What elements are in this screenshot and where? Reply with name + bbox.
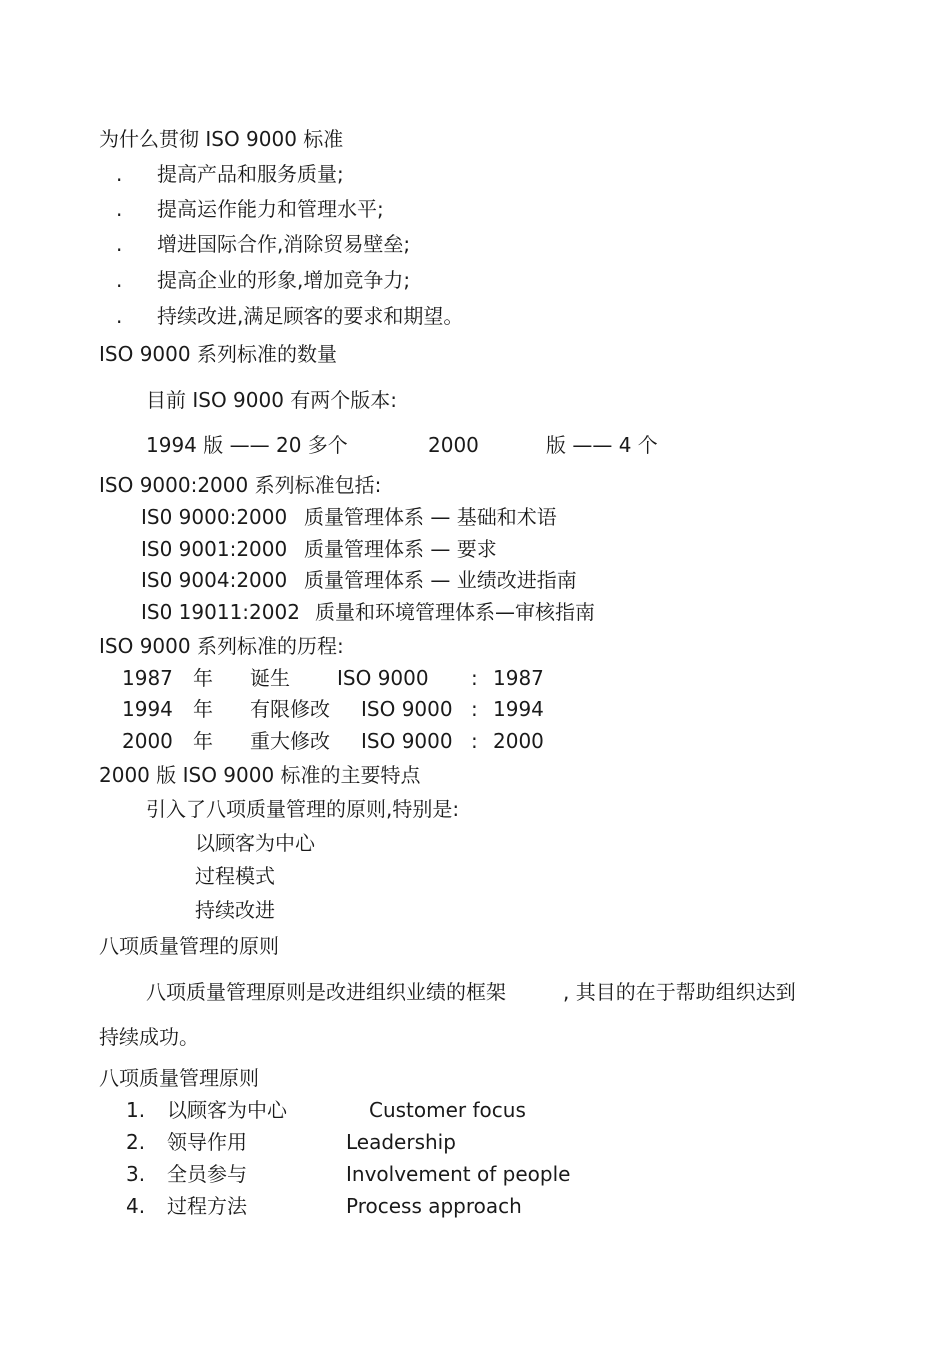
history-sep: : [471, 697, 478, 721]
version-1994: 1994 版 —— 20 多个 [146, 433, 348, 457]
history-standard: ISO 9000 [361, 697, 453, 721]
standard-code: IS0 19011:2002 [141, 600, 300, 624]
history-sep: : [471, 666, 478, 690]
standard-code: IS0 9004:2000 [141, 568, 288, 592]
principle-en: Involvement of people [346, 1162, 571, 1186]
includes-heading: ISO 9000:2000 系列标准包括: [99, 473, 382, 497]
principles-heading: 八项质量管理的原则 [99, 934, 279, 958]
standard-desc: 质量管理体系 — 基础和术语 [304, 505, 557, 529]
history-heading: ISO 9000 系列标准的历程: [99, 634, 344, 658]
principles-paragraph-part1: 八项质量管理原则是改进组织业绩的框架 [146, 980, 506, 1004]
feature-item: 过程模式 [195, 864, 275, 888]
principle-zh: 过程方法 [167, 1194, 247, 1218]
bullet-mark: . [116, 197, 123, 221]
bullet-text: 增进国际合作,消除贸易壁垒; [157, 232, 411, 256]
principles-paragraph-part2: , 其目的在于帮助组织达到 [563, 980, 796, 1004]
standard-desc: 质量和环境管理体系—审核指南 [315, 600, 595, 624]
features-heading: 2000 版 ISO 9000 标准的主要特点 [99, 763, 421, 787]
principle-zh: 以顾客为中心 [167, 1098, 287, 1122]
history-unit: 年 [193, 697, 213, 721]
principle-en: Process approach [346, 1194, 522, 1218]
principle-number: 4. [126, 1194, 146, 1218]
history-event: 有限修改 [250, 697, 330, 721]
history-standard: ISO 9000 [337, 666, 429, 690]
standard-desc: 质量管理体系 — 要求 [304, 537, 497, 561]
principle-zh: 全员参与 [167, 1162, 247, 1186]
standard-desc: 质量管理体系 — 业绩改进指南 [304, 568, 577, 592]
bullet-text: 提高运作能力和管理水平; [157, 197, 384, 221]
bullet-text: 提高企业的形象,增加竞争力; [157, 268, 411, 292]
standard-code: IS0 9001:2000 [141, 537, 288, 561]
history-version: 1987 [493, 666, 544, 690]
bullet-mark: . [116, 268, 123, 292]
principle-zh: 领导作用 [167, 1130, 247, 1154]
principle-en: Leadership [346, 1130, 456, 1154]
principle-number: 2. [126, 1130, 146, 1154]
principles-paragraph-line2: 持续成功。 [99, 1025, 199, 1049]
bullet-text: 提高产品和服务质量; [157, 162, 344, 186]
version-2000-year: 2000 [428, 433, 479, 457]
bullet-mark: . [116, 232, 123, 256]
principle-number: 3. [126, 1162, 146, 1186]
feature-item: 以顾客为中心 [195, 831, 315, 855]
history-event: 重大修改 [250, 729, 330, 753]
principles-list-heading: 八项质量管理原则 [99, 1066, 259, 1090]
quantity-heading: ISO 9000 系列标准的数量 [99, 342, 337, 366]
principle-number: 1. [126, 1098, 146, 1122]
history-year: 1987 [122, 666, 173, 690]
history-version: 2000 [493, 729, 544, 753]
features-intro: 引入了八项质量管理的原则,特别是: [146, 797, 460, 821]
history-sep: : [471, 729, 478, 753]
history-year: 2000 [122, 729, 173, 753]
history-version: 1994 [493, 697, 544, 721]
quantity-intro: 目前 ISO 9000 有两个版本: [146, 388, 398, 412]
history-unit: 年 [193, 666, 213, 690]
bullet-mark: . [116, 304, 123, 328]
history-unit: 年 [193, 729, 213, 753]
feature-item: 持续改进 [195, 898, 275, 922]
bullet-mark: . [116, 162, 123, 186]
principle-en: Customer focus [369, 1098, 526, 1122]
history-year: 1994 [122, 697, 173, 721]
history-standard: ISO 9000 [361, 729, 453, 753]
bullet-text: 持续改进,满足顾客的要求和期望。 [157, 304, 464, 328]
standard-code: IS0 9000:2000 [141, 505, 288, 529]
history-event: 诞生 [250, 666, 290, 690]
why-heading: 为什么贯彻 ISO 9000 标准 [99, 127, 344, 151]
version-2000-count: 版 —— 4 个 [546, 433, 658, 457]
